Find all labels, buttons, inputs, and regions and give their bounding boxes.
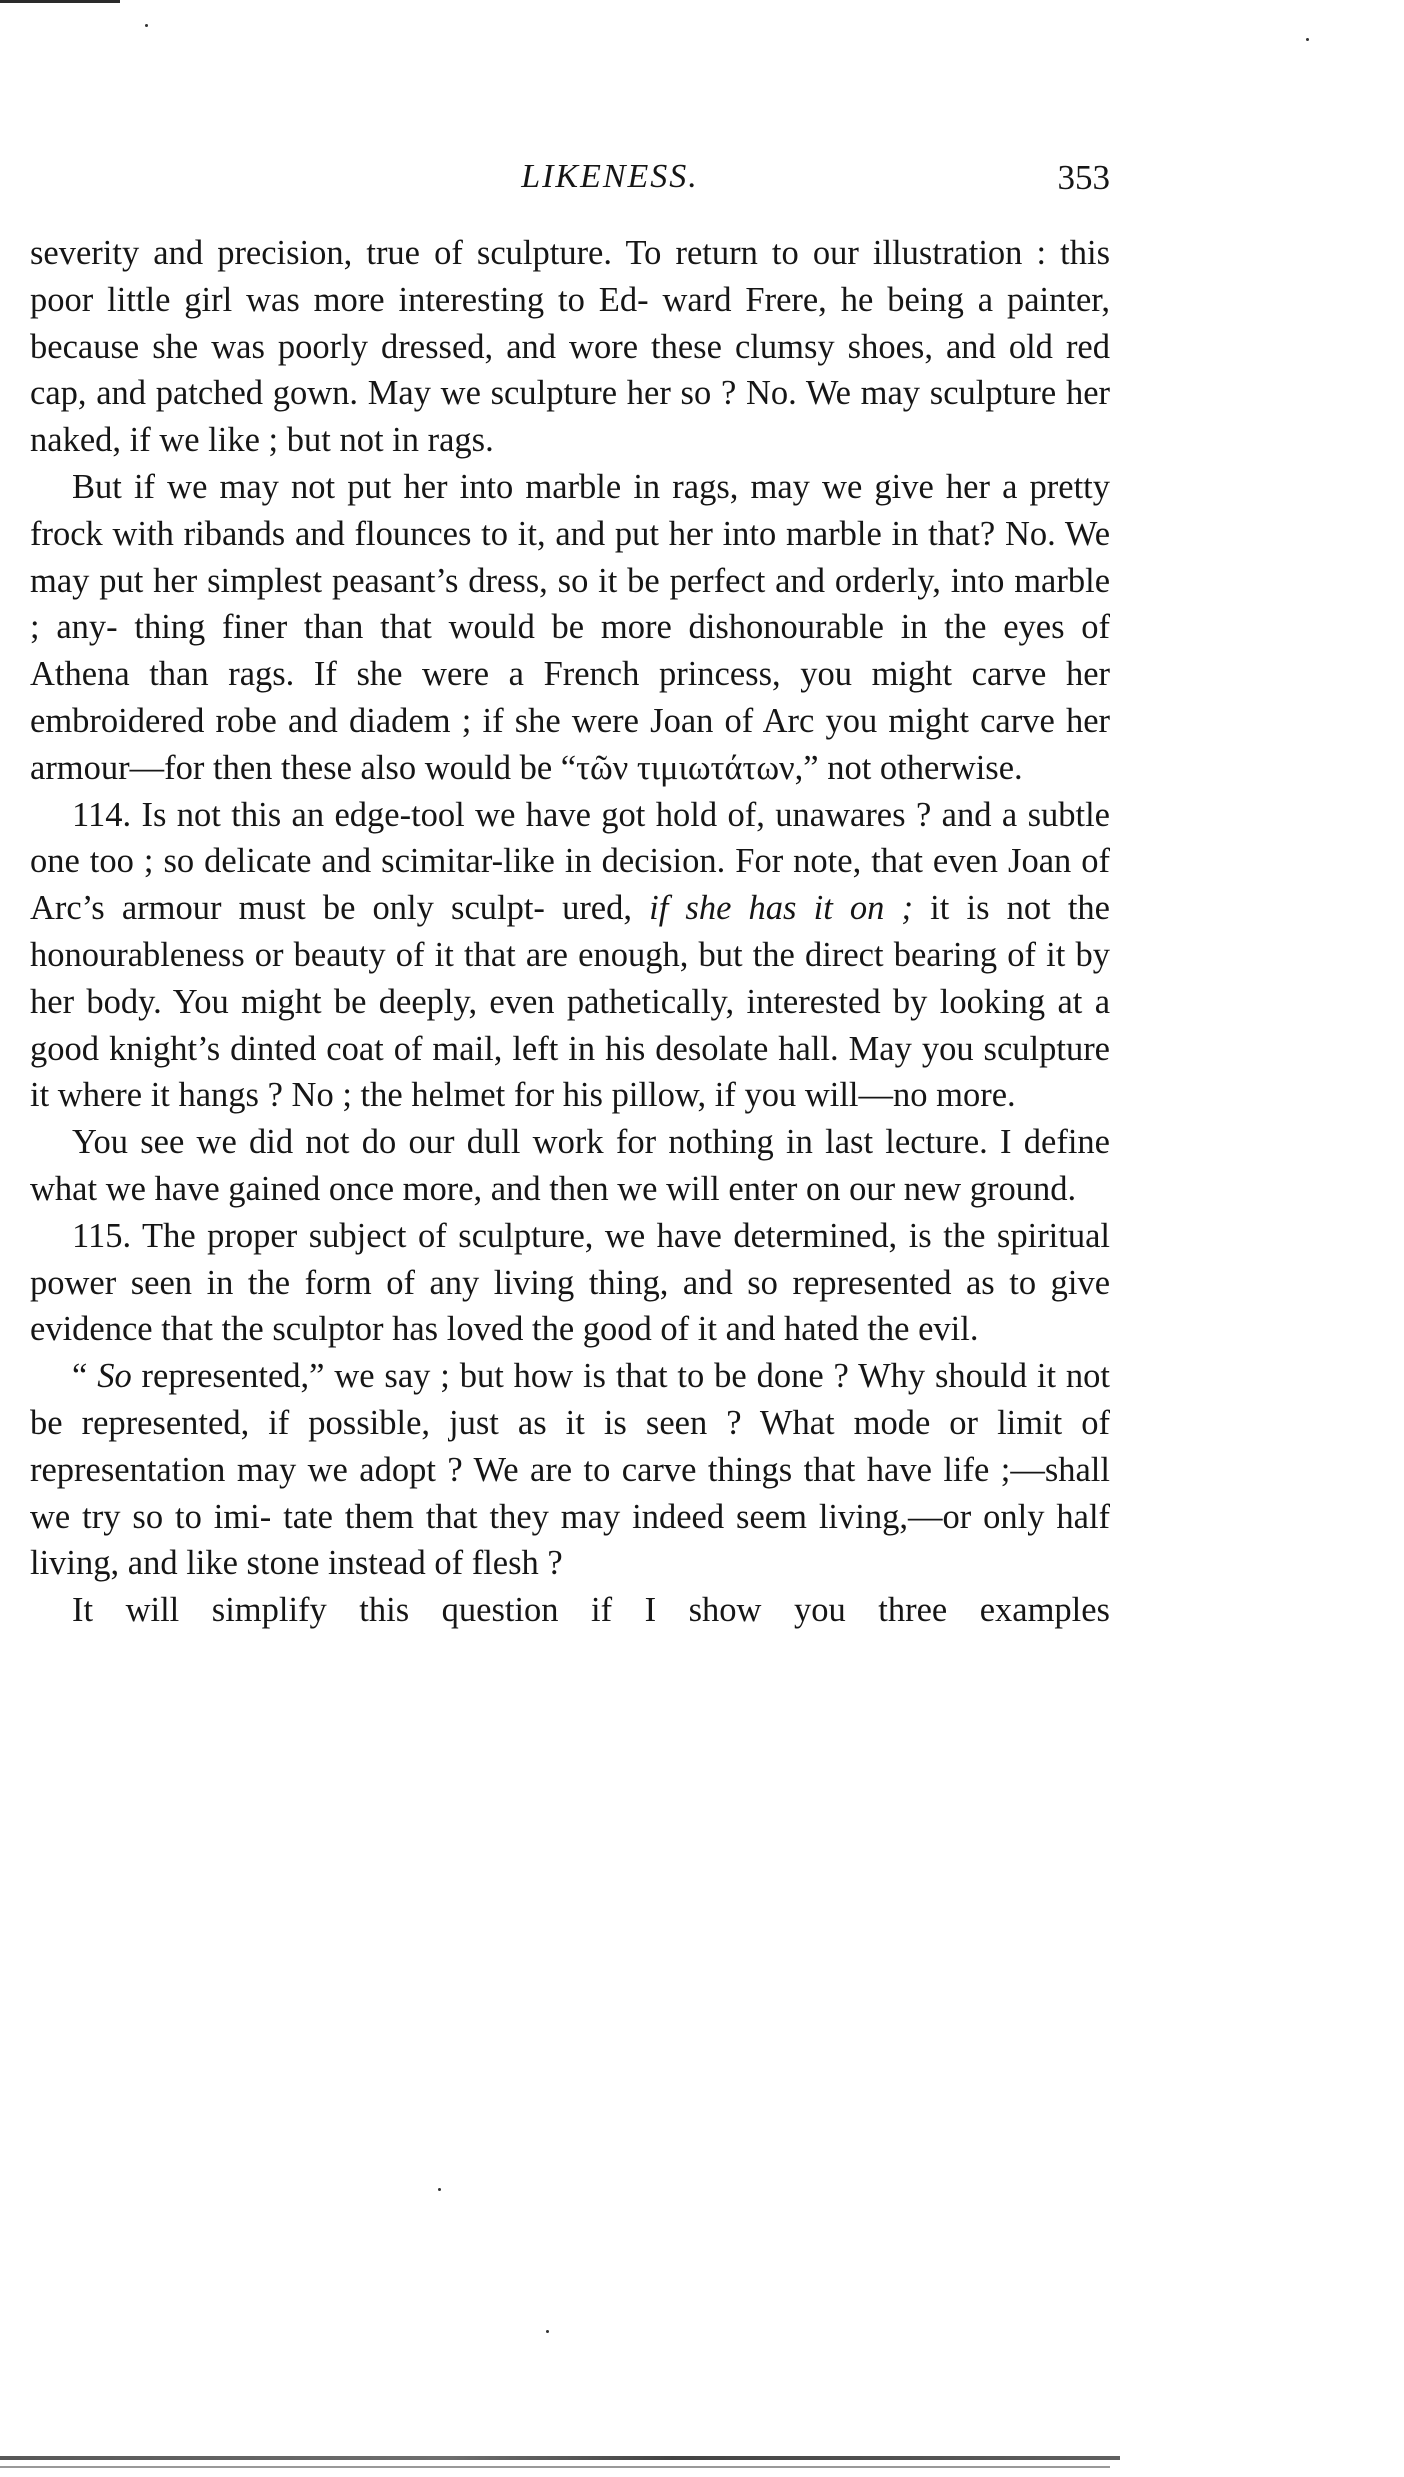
text-line: Joan of Arc you might carve her armour—for then these also [30, 701, 1110, 787]
text-line: her a pretty frock with ribands and flounces to it, and put [30, 467, 1111, 553]
print-speck [1306, 38, 1309, 41]
text-fragment: represented,” we say ; but how is that to be done ? [131, 1357, 849, 1396]
text-line: and wore these clumsy shoes, and old red cap, and patched [30, 327, 1110, 413]
text-line: You see we did not do our dull work for nothing in last [72, 1123, 874, 1162]
text-line: It will simplify this question if I show you three examples [72, 1591, 1110, 1630]
text-fragment: ured, [562, 889, 650, 928]
text-line: tate them that they may indeed seem living,—or only half [283, 1497, 1111, 1536]
print-speck [546, 2330, 549, 2333]
text-line: is the spiritual power seen in the form of any living thing, [30, 1216, 1111, 1302]
paragraph-6 [30, 1353, 1110, 1587]
text-line: we will enter on our new ground. [617, 1169, 1077, 1208]
text-line: May you sculpture it where it hangs ? No ; the helmet for [30, 1029, 1110, 1115]
page-number: 353 [1057, 158, 1110, 197]
text-line: Why should it not be represented, if possible, just as it is [30, 1357, 1110, 1442]
paragraph-1 [30, 230, 1110, 464]
text-line: severity and precision, true of sculpture. To return to our [30, 234, 859, 272]
text-line: gown. May we sculpture her so ? No. We may sculpture [272, 374, 1057, 413]
text-line: her into marble in that? No. We may put her simplest [30, 514, 1111, 600]
text-line: would be “τῶν τιμιωτάτων,” not otherwise. [424, 748, 1023, 787]
bottom-edge-rule [0, 2456, 1120, 2460]
text-line: might carve her embroidered robe and diadem ; if she were [30, 655, 1110, 740]
italic-phrase: if she has it on ; [649, 889, 914, 928]
paragraph-115 [30, 1213, 1110, 1353]
text-line: We are to carve things that have life ;—shall we try so to imi- [30, 1450, 1110, 1536]
print-speck [145, 24, 148, 27]
paragraph-2 [30, 464, 1110, 792]
text-line: and a subtle one too ; so delicate and scimitar-like in decision. [30, 795, 1110, 881]
text-line: thing finer than that would be more dishonourable in the eyes [134, 608, 1065, 647]
text-line: of Athena than rags. If she were a French princess, you [30, 608, 1111, 694]
text-line: lecture. I define what we have gained once more, and then [30, 1123, 1110, 1208]
text-line: loved the good of it and hated the evil. [446, 1310, 979, 1349]
text-line: living, and like stone instead of flesh ? [30, 1544, 563, 1583]
text-line: peasant’s dress, so it be perfect and orderly, into marble ; any- [30, 561, 1111, 647]
text-line: 115. The proper subject of sculpture, we have determined, [72, 1216, 898, 1255]
text-line: of it that are enough, but the direct bearing of it by her body. [30, 935, 1110, 1021]
text-fragment: “ [72, 1357, 98, 1396]
text-line: But if we may not put her into marble in rags, may we give [72, 467, 934, 506]
text-line: seen ? What mode or limit of representation may we adopt ? [30, 1403, 1111, 1489]
top-edge-rule [0, 0, 120, 3]
running-head [30, 152, 1110, 206]
paragraph-114 [30, 792, 1110, 1120]
italic-word: So [97, 1357, 132, 1396]
text-line: and so represented as to give evidence that the sculptor has [30, 1263, 1111, 1349]
running-title: LIKENESS. [521, 158, 699, 195]
text-fragment: it is not the honourableness or beauty [30, 889, 1110, 974]
text-line: ward Frere, he being a painter, because she was poorly dressed, [30, 280, 1111, 366]
bottom-edge-rule-thin [0, 2466, 1110, 2468]
text-line: For note, that even Joan of Arc’s armour must be only sculpt- [30, 842, 1111, 928]
text-line-mixed [72, 1357, 849, 1395]
body-text [30, 230, 1110, 1634]
print-speck [438, 2188, 441, 2191]
text-line: illustration : this poor little girl was more interesting to Ed- [30, 234, 1111, 319]
text-line: You might be deeply, even pathetically, interested by looking [172, 982, 1046, 1021]
text-line: his pillow, if you will—no more. [562, 1076, 1016, 1115]
paragraph-7 [30, 1587, 1110, 1634]
text-line: her naked, if we like ; but not in rags. [30, 374, 1111, 460]
text-line: at a good knight’s dinted coat of mail, left in his desolate hall. [30, 982, 1111, 1068]
text-line: 114. Is not this an edge-tool we have got hold of, unawares ? [72, 795, 932, 834]
paragraph-4 [30, 1119, 1110, 1213]
